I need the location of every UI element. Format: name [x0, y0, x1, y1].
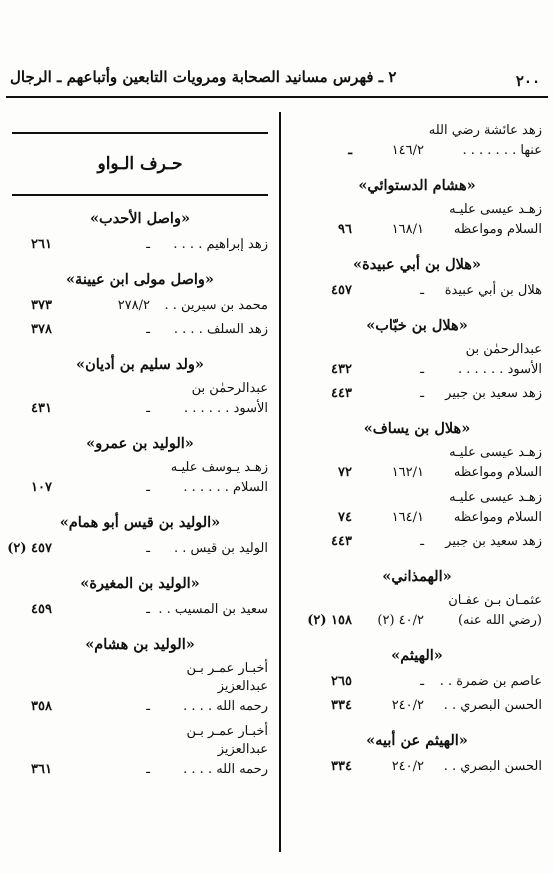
- entry-title: السلام ومواعظه: [453, 465, 542, 480]
- section-heading: «الهمذاني»: [382, 568, 452, 585]
- entry-number: ٢٦٥: [331, 674, 352, 689]
- section-heading: «الوليد بن المغيرة»: [80, 575, 200, 592]
- entry-volume-page: ـ: [420, 534, 424, 549]
- section-heading: «هشام الدستوائي»: [358, 177, 476, 194]
- entry-volume-page: ـ: [146, 480, 150, 495]
- entry-number: ٣٥٨: [31, 699, 52, 714]
- section-heading: «هلال بن يساف»: [363, 420, 471, 437]
- section-heading: «واصل مولى ابن عيينة»: [65, 271, 214, 288]
- index-row: [292, 611, 542, 635]
- section-heading: «الوليد بن عمرو»: [86, 435, 194, 452]
- right-sections: [292, 177, 542, 781]
- entry-title: زهد سعيد بن جبير: [445, 386, 542, 401]
- index-row: [12, 320, 268, 344]
- entry-title: الحسن البصري . .: [443, 698, 542, 713]
- entry-number: ٧٢: [338, 465, 352, 480]
- index-row: [12, 235, 268, 259]
- index-row: [292, 672, 542, 696]
- section-heading: «واصل الأحدب»: [89, 210, 191, 227]
- entry-volume-page: ـ: [420, 674, 424, 689]
- entry-volume-page: ١٤٦/٢: [391, 143, 424, 158]
- entry-volume-page: ١٦٤/١: [391, 510, 424, 525]
- left-column: [7, 128, 268, 784]
- index-row: [292, 360, 542, 384]
- intro-line: زهد عائشة رضي الله: [428, 123, 542, 138]
- index-row: [292, 220, 542, 244]
- entry-number: ٩٦: [338, 222, 352, 237]
- entry-number: ٤٥٧: [331, 283, 352, 298]
- entry-title: سعيد بن المسيب . .: [158, 602, 268, 617]
- index-row: [292, 757, 542, 781]
- section-heading: «الهيثم»: [391, 647, 443, 664]
- section-heading: «هلال بن أبي عبيدة»: [353, 256, 481, 273]
- entry-number: ٢٦١: [31, 237, 52, 252]
- section-heading: «الوليد بن قيس أبو همام»: [59, 514, 221, 531]
- entry-title: السلام ومواعظه: [453, 510, 542, 525]
- entry-volume-page: ـ: [146, 237, 150, 252]
- index-row: [12, 697, 268, 721]
- index-row: [292, 463, 542, 487]
- entry-title: عاصم بن ضمرة . .: [439, 674, 542, 689]
- entry-title: (رضي الله عنه): [457, 613, 542, 628]
- entry-number: ٤٣١: [31, 401, 52, 416]
- entry-line: عثمـان بـن عفـان: [448, 593, 542, 608]
- left-sections: [7, 210, 268, 784]
- entry-number: ٤٤٣: [331, 534, 352, 549]
- entry-title: زهد إبراهيم . . . .: [173, 237, 268, 252]
- index-row: [292, 281, 542, 305]
- index-row: [292, 384, 542, 408]
- intro-row: [292, 141, 542, 165]
- entry-title: عنها . . . . . . .: [462, 143, 542, 158]
- entry-volume-page: ـ: [146, 602, 150, 617]
- index-row: [292, 508, 542, 532]
- entry-line: عبدالعزيز: [217, 679, 268, 694]
- entry-line: عبدالرحمٰن بن: [191, 381, 268, 396]
- entry-number: ٤٣٢: [331, 362, 352, 377]
- entry-line: زهـد عيسى عليـه: [449, 445, 542, 460]
- entry-line: زهـد يـوسف عليـه: [170, 460, 268, 475]
- entry-volume-page: ـ: [420, 283, 424, 298]
- running-title: ٢ ـ فهرس مسانيد الصحابة ومرويات التابعين وأتباعهم ـ الرجال: [10, 68, 397, 86]
- entry-title: الوليد بن قيس . .: [173, 541, 268, 556]
- entry-line: أخبـار عمـر بـن: [186, 661, 268, 676]
- entry-volume-page: ٤٠/٢ (٢): [377, 613, 424, 628]
- entry-line: عبدالعزيز: [217, 742, 268, 757]
- entry-title: محمد بن سيرين . .: [164, 298, 268, 313]
- entry-volume-page: ٢٤٠/٢: [391, 759, 424, 774]
- entry-volume-page: ـ: [420, 386, 424, 401]
- right-column: [292, 120, 542, 781]
- entry-number: ٣٧٨: [31, 322, 52, 337]
- entry-line: عبدالرحمٰن بن: [465, 342, 542, 357]
- entry-number: ٧٤: [338, 510, 352, 525]
- entry-volume-page: ـ: [146, 541, 150, 556]
- section-heading: «الوليد بن هشام»: [85, 636, 195, 653]
- index-row: [12, 399, 268, 423]
- entry-title: رحمه الله . . . .: [183, 762, 268, 777]
- entry-volume-page: ١٦٨/١: [391, 222, 424, 237]
- entry-title: زهد السلف . . . .: [173, 322, 268, 337]
- index-row: [12, 478, 268, 502]
- entry-volume-page: ـ: [146, 322, 150, 337]
- index-row: [12, 296, 268, 320]
- entry-number: ٣٣٤: [331, 698, 352, 713]
- entry-line: زهـد عيسى عليـه: [449, 490, 542, 505]
- section-heading: «هلال بن خبّاب»: [366, 317, 468, 334]
- entry-number: ٤٥٧ (٢): [7, 541, 52, 556]
- entry-title: الحسن البصري . .: [443, 759, 542, 774]
- entry-title: الأسود . . . . . .: [457, 362, 542, 377]
- entry-volume-page: ٢٤٠/٢: [391, 698, 424, 713]
- entry-title: رحمه الله . . . .: [183, 699, 268, 714]
- entry-number: ـ: [348, 143, 352, 158]
- entry-number: ١٥٨ (٢): [307, 613, 352, 628]
- entry-number: ٣٦١: [31, 762, 52, 777]
- entry-line: زهـد عيسى عليـه: [449, 202, 542, 217]
- index-row: [12, 600, 268, 624]
- header-rule: [6, 96, 548, 98]
- page-header: [0, 0, 554, 100]
- index-row: [7, 539, 268, 563]
- entry-number: ١٠٧: [31, 480, 52, 495]
- entry-title: السلام . . . . . .: [183, 480, 268, 495]
- index-row: [292, 696, 542, 720]
- entry-number: ٣٣٤: [331, 759, 352, 774]
- entry-volume-page: ـ: [146, 762, 150, 777]
- entry-title: هلال بن أبي عبيدة: [444, 283, 542, 298]
- entry-title: السلام ومواعظه: [453, 222, 542, 237]
- letter-heading: حـرف الـواو: [12, 132, 268, 196]
- section-heading: «ولد سليم بن أديان»: [76, 356, 204, 373]
- entry-number: ٣٧٣: [31, 298, 52, 313]
- entry-volume-page: ٢٧٨/٢: [117, 298, 150, 313]
- entry-volume-page: ـ: [146, 401, 150, 416]
- entry-volume-page: ـ: [146, 699, 150, 714]
- index-row: [292, 532, 542, 556]
- entry-number: ٤٥٩: [31, 602, 52, 617]
- entry-volume-page: ـ: [420, 362, 424, 377]
- entry-number: ٤٤٣: [331, 386, 352, 401]
- entry-title: الأسود . . . . . .: [183, 401, 268, 416]
- page-number: ٢٠٠: [515, 72, 540, 90]
- entry-volume-page: ١٦٢/١: [391, 465, 424, 480]
- column-divider: [279, 112, 281, 852]
- entry-line: أخبـار عمـر بـن: [186, 724, 268, 739]
- entry-title: زهد سعيد بن جبير: [445, 534, 542, 549]
- index-row: [12, 760, 268, 784]
- section-heading: «الهيثم عن أبيه»: [366, 732, 468, 749]
